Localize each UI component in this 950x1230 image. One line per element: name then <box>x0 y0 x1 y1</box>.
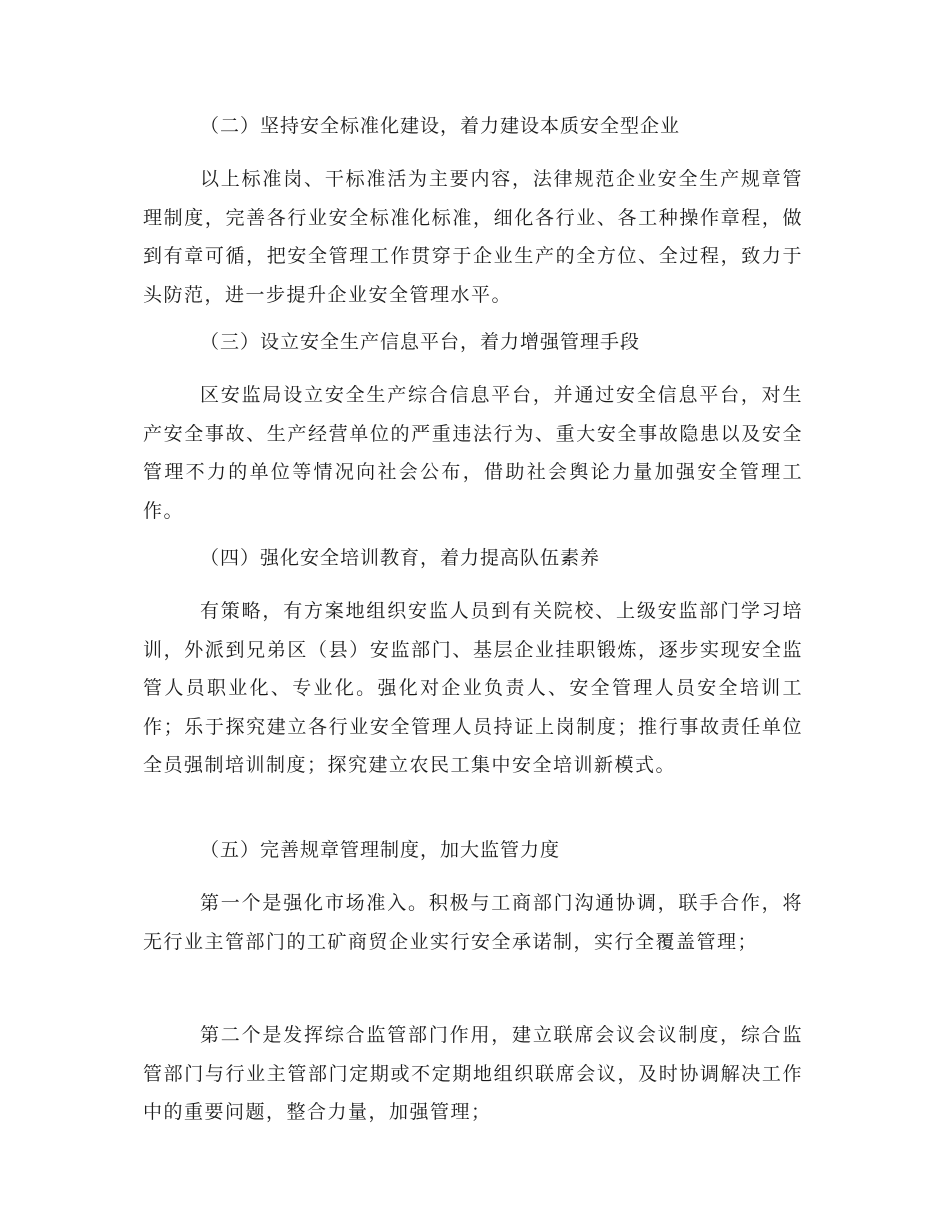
section-heading-3: （三）设立安全生产信息平台，着力增强管理手段 <box>200 331 641 353</box>
section-5-paragraph-2: 第二个是发挥综合监管部门作用，建立联席会议会议制度，综合监管部门与行业主管部门定期或不定期地组织联席会议，及时协调解决工作中的重要问题，整合力量，加强管理； <box>143 1024 803 1124</box>
section-4-paragraph: 有策略，有方案地组织安监人员到有关院校、上级安监部门学习培训，外派到兄弟区（县）安监部门、基层企业挂职锻炼，逐步实现安全监管人员职业化、专业化。强化对企业负责人、安全管理人员安全培训工作；乐于探究建立各行业安全管理人员持证上岗制度；推行事故责任单位全员强制培训制度；探究建立农民工集中安全培训新模式。 <box>143 600 803 777</box>
section-heading-4: （四）强化安全培训教育，着力提高队伍素养 <box>200 547 601 569</box>
section-3-paragraph: 区安监局设立安全生产综合信息平台，并通过安全信息平台，对生产安全事故、生产经营单位的严重违法行为、重大安全事故隐患以及安全管理不力的单位等情况向社会公布，借助社会舆论力量加强安全管理工作。 <box>143 384 803 522</box>
section-2-paragraph: 以上标准岗、干标准活为主要内容，法律规范企业安全生产规章管理制度，完善各行业安全标准化标准，细化各行业、各工种操作章程，做到有章可循，把安全管理工作贯穿于企业生产的全方位、全过程，致力于头防范，进一步提升企业安全管理水平。 <box>143 168 803 306</box>
section-heading-5: （五）完善规章管理制度，加大监管力度 <box>200 839 561 861</box>
section-heading-2: （二）坚持安全标准化建设，着力建设本质安全型企业 <box>200 115 681 137</box>
section-5-paragraph-1: 第一个是强化市场准入。积极与工商部门沟通协调，联手合作，将无行业主管部门的工矿商贸企业实行安全承诺制，实行全覆盖管理； <box>143 892 803 953</box>
